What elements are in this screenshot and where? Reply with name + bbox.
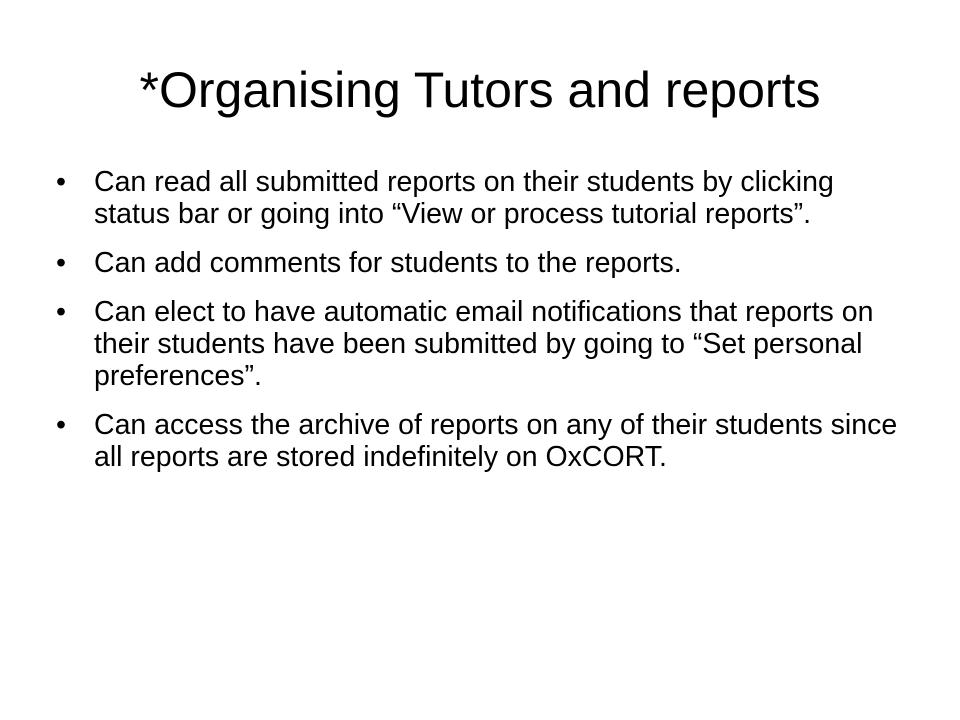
slide-title: *Organising Tutors and reports xyxy=(139,62,821,118)
bullet-icon: • xyxy=(56,166,66,198)
bullet-icon: • xyxy=(56,409,66,441)
bullet-item xyxy=(56,166,916,230)
bullet-list xyxy=(56,166,916,490)
bullet-item xyxy=(56,247,916,279)
bullet-icon: • xyxy=(56,247,66,279)
bullet-item xyxy=(56,409,916,473)
bullet-text: Can add comments for students to the reports. xyxy=(94,247,682,279)
bullet-item xyxy=(56,296,916,392)
bullet-text: Can read all submitted reports on their students by clicking status bar or going into “View or process tutorial reports”. xyxy=(94,166,834,230)
bullet-icon: • xyxy=(56,296,66,328)
bullet-text: Can elect to have automatic email notifications that reports on their students have been submitted by going to “Set personal preferences”. xyxy=(94,296,874,392)
bullet-text: Can access the archive of reports on any of their students since all reports are stored indefinitely on OxCORT. xyxy=(94,409,898,473)
